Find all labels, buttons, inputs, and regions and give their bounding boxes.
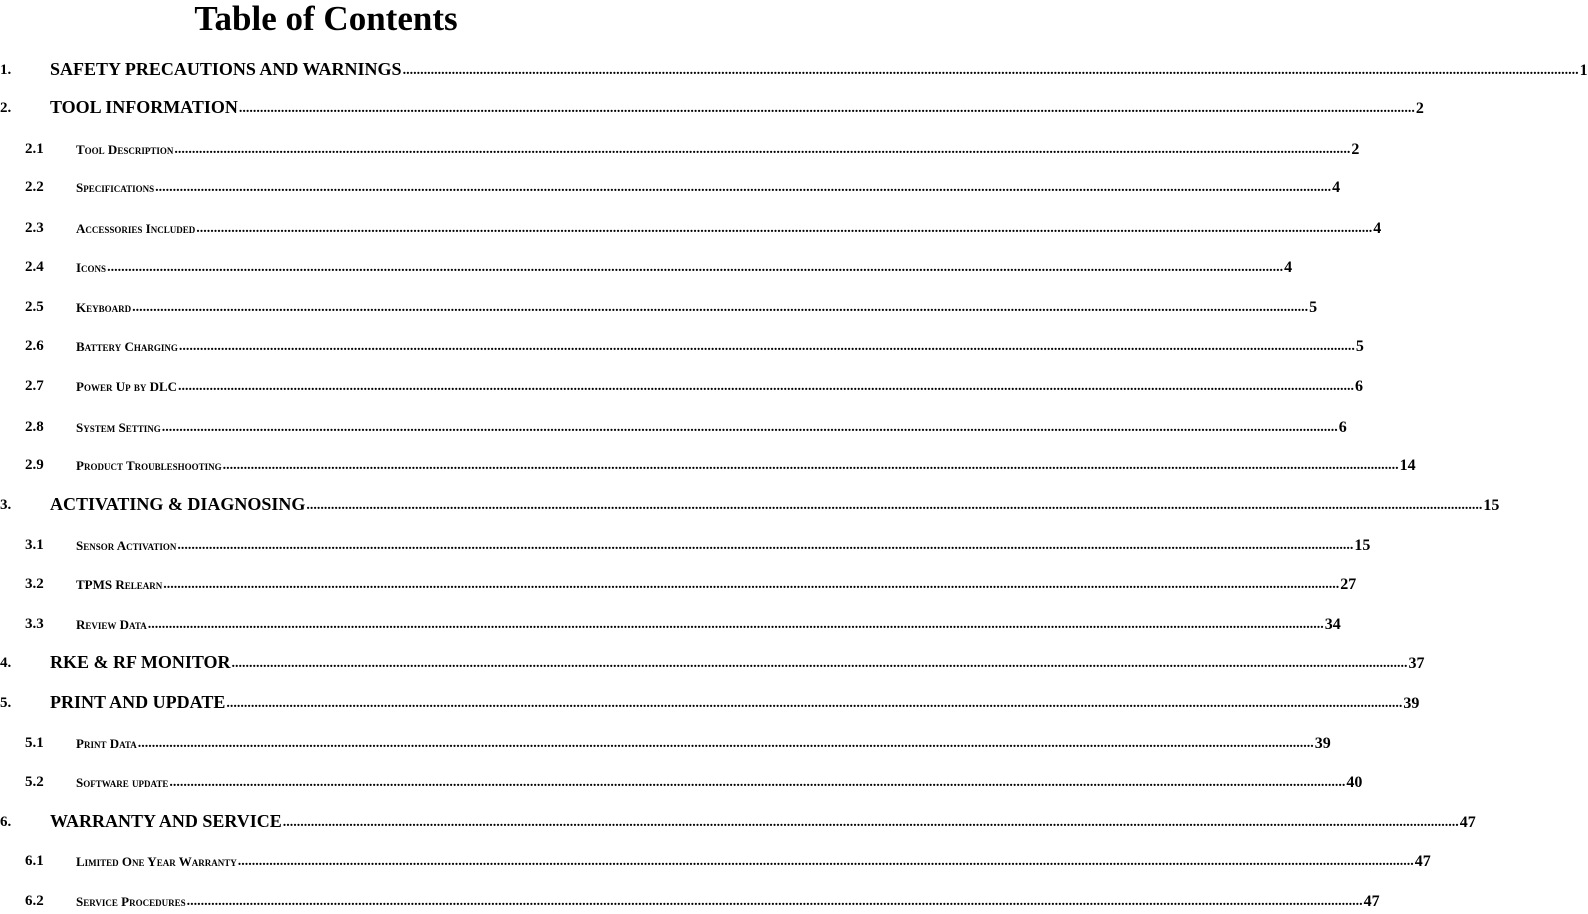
dot-leader <box>163 576 1339 593</box>
dot-leader <box>187 893 1363 910</box>
toc-entry-label: Battery Charging <box>76 339 178 354</box>
toc-entry[interactable] <box>0 494 1500 517</box>
toc-entry-line <box>76 616 1341 633</box>
toc-entry-line <box>76 220 1382 237</box>
toc-entry-line <box>76 419 1347 436</box>
dot-leader <box>283 814 1459 831</box>
toc-entry-page: 2 <box>1415 100 1424 117</box>
toc-entry-label: ACTIVATING & DIAGNOSING <box>50 494 306 514</box>
dot-leader <box>226 695 1402 712</box>
toc-entry[interactable] <box>0 851 1431 873</box>
toc-entry-label: RKE & RF MONITOR <box>50 652 231 672</box>
dot-leader <box>162 419 1338 436</box>
toc-entry-line <box>76 141 1360 158</box>
toc-entry-number: 2.3 <box>25 220 44 236</box>
toc-entry-number: 2.1 <box>25 141 44 157</box>
toc-entry-label: Keyboard <box>76 300 132 315</box>
toc-entry[interactable] <box>0 59 1588 82</box>
toc-entry-number: 3.1 <box>25 537 44 553</box>
dot-leader <box>306 497 1482 514</box>
toc-entry-label: WARRANTY AND SERVICE <box>50 811 282 831</box>
toc-entry-number: 3. <box>0 497 12 513</box>
toc-entry[interactable] <box>0 733 1331 755</box>
toc-entry[interactable] <box>0 336 1364 358</box>
toc-entry[interactable] <box>0 652 1425 675</box>
toc-entry-line <box>76 774 1363 791</box>
toc-entry-line <box>76 259 1293 276</box>
toc-entry-line <box>76 893 1380 910</box>
toc-entry-line <box>50 494 1500 514</box>
toc-entry-number: 3.3 <box>25 616 44 632</box>
toc-entry-label: Icons <box>76 260 107 275</box>
toc-entry-page: 34 <box>1324 616 1341 633</box>
dot-leader <box>403 62 1579 79</box>
toc-entry-label: Software update <box>76 775 169 790</box>
toc-entry-label: Limited One Year Warranty <box>76 854 237 869</box>
toc-entry-label: Specifications <box>76 180 155 195</box>
toc-entry-number: 2.7 <box>25 378 44 394</box>
dot-leader <box>179 338 1355 355</box>
toc-entry-page: 6 <box>1355 378 1364 395</box>
dot-leader <box>148 616 1324 633</box>
dot-leader <box>169 774 1345 791</box>
toc-entry-number: 2.2 <box>25 179 44 195</box>
toc-entry[interactable] <box>0 297 1318 319</box>
toc-entry[interactable] <box>0 139 1360 161</box>
toc-entry-number: 6. <box>0 814 12 830</box>
toc-entry-number: 2.4 <box>25 259 44 275</box>
toc-entry-page: 15 <box>1483 497 1500 514</box>
toc-entry-number: 5.1 <box>25 735 44 751</box>
dot-leader <box>177 537 1353 554</box>
toc-entry-line <box>76 338 1364 355</box>
toc-entry[interactable] <box>0 417 1347 439</box>
toc-entry-number: 2.8 <box>25 419 44 435</box>
toc-entry-label: PRINT AND UPDATE <box>50 692 226 712</box>
toc-entry-number: 5. <box>0 695 12 711</box>
toc-entry-page: 15 <box>1354 537 1371 554</box>
toc-entry[interactable] <box>0 772 1363 794</box>
toc-entry[interactable] <box>0 811 1476 834</box>
toc-entry-page: 5 <box>1309 299 1318 316</box>
dot-leader <box>238 853 1414 870</box>
toc-entry-line <box>50 811 1476 831</box>
toc-entry-label: TPMS Relearn <box>76 577 163 592</box>
toc-entry-page: 14 <box>1399 457 1416 474</box>
toc-entry-page: 4 <box>1284 259 1293 276</box>
toc-entry-page: 39 <box>1403 695 1420 712</box>
toc-entry-page: 2 <box>1351 141 1360 158</box>
toc-entry-label: SAFETY PRECAUTIONS AND WARNINGS <box>50 59 402 79</box>
toc-entry-page: 39 <box>1314 735 1331 752</box>
toc-entry[interactable] <box>0 455 1416 477</box>
toc-entry[interactable] <box>0 97 1424 120</box>
toc-entry-number: 5.2 <box>25 774 44 790</box>
dot-leader <box>239 100 1415 117</box>
toc-entry-label: Tool Description <box>76 142 174 157</box>
toc-entry-page: 1 <box>1579 62 1588 79</box>
dot-leader <box>196 220 1372 237</box>
toc-entry-line <box>50 59 1588 79</box>
toc-entry[interactable] <box>0 535 1371 557</box>
toc-entry-line <box>50 97 1424 117</box>
toc-entry-line <box>76 853 1431 870</box>
toc-entry[interactable] <box>0 891 1380 913</box>
page-title: Table of Contents <box>194 0 458 38</box>
dot-leader <box>178 378 1354 395</box>
toc-entry-page: 47 <box>1363 893 1380 910</box>
toc-entry[interactable] <box>0 692 1420 715</box>
toc-entry-label: Review Data <box>76 617 147 632</box>
toc-entry-page: 4 <box>1373 220 1382 237</box>
dot-leader <box>107 259 1283 276</box>
toc-entry-line <box>76 457 1416 474</box>
toc-entry-number: 2.5 <box>25 299 44 315</box>
dot-leader <box>155 179 1331 196</box>
toc-entry-page: 47 <box>1414 853 1431 870</box>
toc-entry-page: 37 <box>1408 655 1425 672</box>
toc-entry-page: 47 <box>1459 814 1476 831</box>
toc-entry[interactable] <box>0 574 1357 596</box>
toc-entry-line <box>76 576 1357 593</box>
toc-entry[interactable] <box>0 376 1364 398</box>
toc-entry-page: 5 <box>1355 338 1364 355</box>
toc-entry-number: 4. <box>0 655 12 671</box>
toc-entry[interactable] <box>0 218 1382 240</box>
toc-entry-number: 2.6 <box>25 338 44 354</box>
toc-entry-page: 4 <box>1332 179 1341 196</box>
toc-entry-label: Service Procedures <box>76 894 186 909</box>
toc-entry-line <box>76 378 1364 395</box>
dot-leader <box>174 141 1350 158</box>
toc-entry[interactable] <box>0 257 1293 279</box>
toc-entry-number: 6.1 <box>25 853 44 869</box>
toc-entry-label: System Setting <box>76 420 161 435</box>
toc-entry-line <box>76 735 1331 752</box>
toc-entry-number: 2. <box>0 100 12 116</box>
toc-entry-label: Accessories Included <box>76 221 196 236</box>
toc-entry-label: Product Troubleshooting <box>76 458 222 473</box>
toc-entry[interactable] <box>0 177 1341 199</box>
toc-entry-line <box>76 179 1341 196</box>
toc-entry-page: 27 <box>1340 576 1357 593</box>
toc-entry-line <box>76 299 1318 316</box>
dot-leader <box>223 457 1399 474</box>
toc-entry-line <box>76 537 1371 554</box>
toc-entry-number: 1. <box>0 62 12 78</box>
toc-entry-line <box>50 652 1425 672</box>
toc-entry-line <box>50 692 1420 712</box>
toc-entry[interactable] <box>0 614 1341 636</box>
dot-leader <box>138 735 1314 752</box>
toc-entry-page: 6 <box>1338 419 1347 436</box>
toc-entry-page: 40 <box>1346 774 1363 791</box>
dot-leader <box>132 299 1308 316</box>
toc-entry-number: 3.2 <box>25 576 44 592</box>
toc-entry-label: Print Data <box>76 736 137 751</box>
toc-entry-label: TOOL INFORMATION <box>50 97 238 117</box>
toc-entry-number: 6.2 <box>25 893 44 909</box>
toc-entry-label: Sensor Activation <box>76 538 177 553</box>
toc-entry-label: Power Up by DLC <box>76 379 178 394</box>
toc-entry-number: 2.9 <box>25 457 44 473</box>
dot-leader <box>232 655 1408 672</box>
